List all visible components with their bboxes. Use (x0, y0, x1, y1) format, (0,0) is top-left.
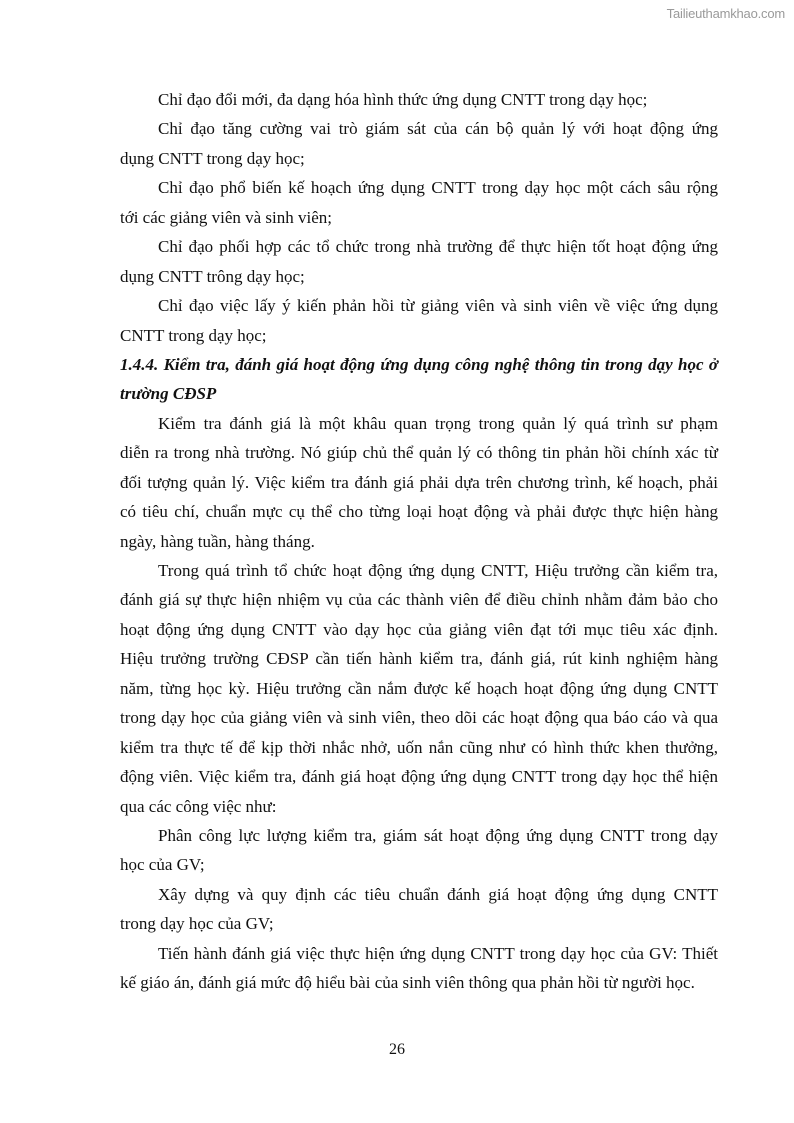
text-line: dụng CNTT trông dạy học; (120, 266, 305, 286)
paragraph (120, 291, 718, 350)
text-line: dụng CNTT trong dạy học; (120, 148, 305, 168)
text-line: hoạt động ứng dụng CNTT vào dạy học của giảng viên đạt tới mục tiêu xác định. (120, 619, 718, 639)
paragraph (120, 114, 718, 173)
text-line: trong dạy học của giảng viên và sinh viên, theo dõi các hoạt động qua báo cáo và qua (120, 708, 718, 728)
text-line: Chỉ đạo việc lấy ý kiến phản hồi từ giảng viên và sinh viên về việc ứng dụng (158, 296, 718, 316)
text-line: Phân công lực lượng kiểm tra, giám sát hoạt động ứng dụng CNTT trong dạy (158, 825, 718, 845)
text-line: động viên. Việc kiểm tra, đánh giá hoạt động ứng dụng CNTT trong dạy học thể hiện (120, 767, 718, 787)
text-line: kế giáo án, đánh giá mức độ hiểu bài của sinh viên thông qua phản hồi từ người học. (120, 973, 695, 993)
text-line: năm, từng học kỳ. Hiệu trưởng cần nắm được kế hoạch hoạt động ứng dụng CNTT (120, 678, 718, 698)
text-line: học của GV; (120, 855, 205, 875)
text-line: đối tượng quản lý. Việc kiểm tra đánh giá phải dựa trên chương trình, kế hoạch, phải (120, 472, 718, 492)
text-line: Tiến hành đánh giá việc thực hiện ứng dụng CNTT trong dạy học của GV: Thiết (158, 943, 718, 963)
paragraph (120, 939, 718, 998)
text-line: CNTT trong dạy học; (120, 325, 267, 345)
text-line: tới các giảng viên và sinh viên; (120, 207, 332, 227)
text-line: ngày, hàng tuần, hàng tháng. (120, 531, 315, 551)
text-line: diễn ra trong nhà trường. Nó giúp chủ thể quản lý có thông tin phản hồi chính xác từ (120, 443, 718, 463)
text-line: Hiệu trưởng trường CĐSP cần tiến hành kiểm tra, đánh giá, rút kinh nghiệm hàng (120, 649, 718, 669)
paragraph (120, 556, 718, 821)
paragraph (120, 409, 718, 556)
text-line: đánh giá sự thực hiện nhiệm vụ của các thành viên để điều chỉnh nhằm đảm bảo cho (120, 590, 718, 610)
text-line: qua các công việc như: (120, 796, 277, 816)
text-line: trường CĐSP (120, 384, 217, 404)
text-line: Chỉ đạo tăng cường vai trò giám sát của cán bộ quản lý với hoạt động ứng (158, 119, 718, 139)
document-body (120, 85, 718, 998)
text-line: có tiêu chí, chuẩn mực cụ thể cho từng loại hoạt động và phải được thực hiện hàng (120, 502, 718, 522)
text-line: kiểm tra thực tế để kịp thời nhắc nhở, uốn nắn cũng như có hình thức khen thưởng, (120, 737, 718, 757)
paragraph (120, 173, 718, 232)
text-line: Xây dựng và quy định các tiêu chuẩn đánh giá hoạt động ứng dụng CNTT (158, 884, 718, 904)
page-number: 26 (389, 1041, 405, 1058)
paragraph (120, 85, 718, 114)
paragraph (120, 821, 718, 880)
text-line: Trong quá trình tổ chức hoạt động ứng dụng CNTT, Hiệu trưởng cần kiểm tra, (158, 561, 718, 580)
section-heading (120, 350, 718, 409)
paragraph (120, 880, 718, 939)
text-line: trong dạy học của GV; (120, 914, 274, 934)
text-line: Kiểm tra đánh giá là một khâu quan trọng trong quản lý quá trình sư phạm (158, 413, 718, 433)
watermark: Tailieuthamkhao.com (666, 6, 785, 21)
paragraph (120, 232, 718, 291)
text-line: Chỉ đạo phối hợp các tổ chức trong nhà trường để thực hiện tốt hoạt động ứng (158, 237, 718, 257)
text-line: Chỉ đạo đổi mới, đa dạng hóa hình thức ứng dụng CNTT trong dạy học; (158, 90, 648, 109)
text-line: 1.4.4. Kiểm tra, đánh giá hoạt động ứng dụng công nghệ thông tin trong dạy học ở (120, 354, 718, 374)
text-line: Chỉ đạo phổ biến kế hoạch ứng dụng CNTT trong dạy học một cách sâu rộng (158, 178, 718, 198)
